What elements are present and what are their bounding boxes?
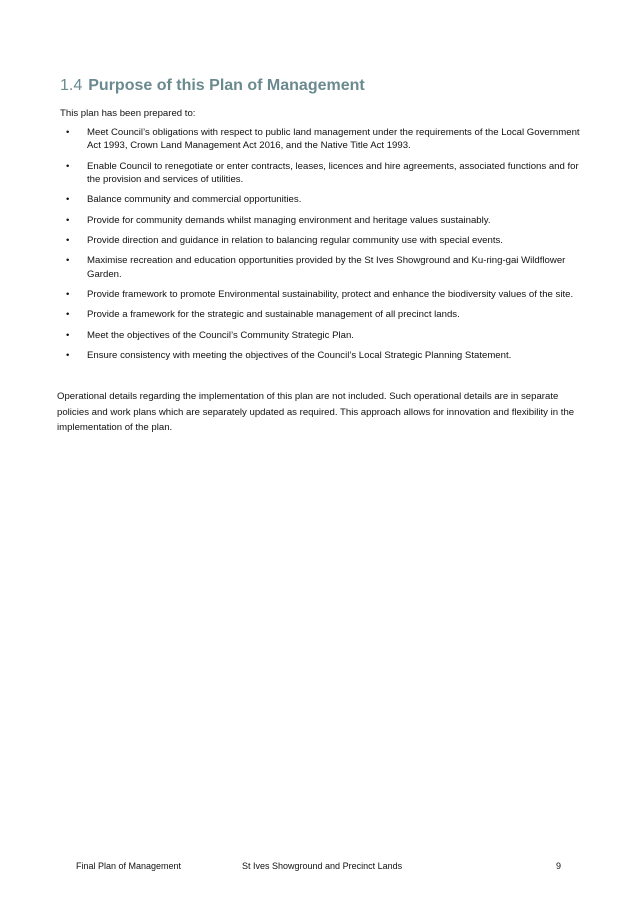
- purpose-bullet-list: [60, 126, 580, 370]
- bullet-icon: •: [66, 160, 70, 172]
- section-number: 1.4: [60, 77, 83, 94]
- bullet-text: Provide direction and guidance in relation to balancing regular community use with special events.: [87, 234, 503, 246]
- bullet-text: Meet the objectives of the Council’s Community Strategic Plan.: [87, 329, 354, 341]
- bullet-text: Enable Council to renegotiate or enter contracts, leases, licences and hire agreements, associated functions and for the provision and services of utilities.: [87, 160, 579, 185]
- bullet-icon: •: [66, 329, 70, 341]
- section-title: Purpose of this Plan of Management: [88, 77, 365, 94]
- page-number: 9: [556, 861, 562, 871]
- bullet-item: [60, 234, 580, 247]
- bullet-icon: •: [66, 214, 70, 226]
- bullet-icon: •: [66, 309, 70, 321]
- bullet-icon: •: [66, 350, 70, 362]
- footer-document-title: Final Plan of Management: [76, 861, 182, 871]
- bullet-text: Maximise recreation and education opportunities provided by the St Ives Showground and Ku-ring-gai Wildflower Garden.: [87, 255, 566, 280]
- bullet-text: Ensure consistency with meeting the objectives of the Council’s Local Strategic Planning Statement.: [87, 350, 512, 362]
- bullet-text: Provide a framework for the strategic and sustainable management of all precinct lands.: [87, 309, 460, 321]
- bullet-item: [60, 349, 580, 362]
- bullet-icon: •: [66, 194, 70, 206]
- bullet-item: [60, 126, 580, 152]
- bullet-item: [60, 193, 580, 206]
- footer-site-name: St Ives Showground and Precinct Lands: [242, 861, 403, 871]
- bullet-icon: •: [66, 127, 70, 138]
- bullet-icon: •: [66, 255, 70, 267]
- bullet-icon: •: [66, 234, 70, 246]
- intro-paragraph: This plan has been prepared to:: [60, 108, 196, 119]
- bullet-icon: •: [66, 288, 70, 300]
- bullet-text: Provide for community demands whilst managing environment and heritage values sustainably.: [87, 214, 491, 226]
- bullet-item: [60, 160, 580, 186]
- bullet-item: [60, 329, 580, 342]
- closing-paragraph: Operational details regarding the implementation of this plan are not included. Such operational details are in separate policies and work plans which are separately updated as required. This approach allows for innovation and flexibility in the implementation of the plan.: [57, 391, 575, 433]
- bullet-item: [60, 308, 580, 321]
- section-heading: [60, 76, 365, 96]
- bullet-text: Provide framework to promote Environmental sustainability, protect and enhance the biodiversity values of the site.: [87, 288, 574, 300]
- bullet-text: Meet Council’s obligations with respect to public land management under the requirements of the Local Government Act 1993, Crown Land Management Act 2016, and the Native Title Act 1993.: [87, 127, 580, 152]
- bullet-item: [60, 254, 580, 280]
- bullet-text: Balance community and commercial opportunities.: [87, 194, 302, 206]
- bullet-item: [60, 288, 580, 301]
- bullet-item: [60, 214, 580, 227]
